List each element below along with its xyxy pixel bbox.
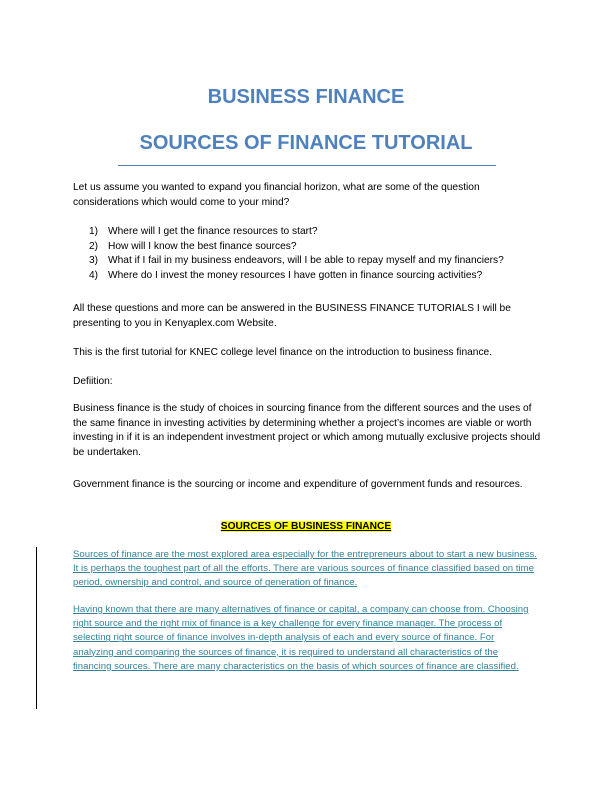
definition-label xyxy=(73,375,543,390)
document-subtitle: SOURCES OF FINANCE TUTORIAL xyxy=(139,132,473,154)
document-title: BUSINESS FINANCE xyxy=(207,86,405,108)
list-number: 4) xyxy=(89,269,99,281)
revision-bar xyxy=(36,547,37,709)
definition-label-text: Defiition: xyxy=(73,376,113,387)
intro-text: Let us assume you wanted to expand you financial horizon, what are some of the question considerations which would come to your mind? xyxy=(73,182,480,208)
sources-selection-paragraph[interactable] xyxy=(73,603,537,674)
title-divider xyxy=(118,165,496,166)
list-item-text: Where will I get the finance resources to start? xyxy=(108,226,318,237)
list-item xyxy=(89,269,559,284)
list-item xyxy=(89,254,559,269)
hyperlink-text[interactable]: Sources of finance are the most explored area especially for the entrepreneurs about to start a new business. It is perhaps the toughest part of all the efforts. There are various sources of finance classified based on time period, ownership and control, and source of generation of finance. xyxy=(73,549,537,589)
section-heading-text: SOURCES OF BUSINESS FINANCE xyxy=(220,521,392,532)
list-item xyxy=(89,225,559,240)
questions-list xyxy=(89,225,559,283)
business-finance-definition xyxy=(73,402,543,460)
hyperlink-text[interactable]: Having known that there are many alternatives of finance or capital, a company can choose from. Choosing right source and the right mix of finance is a key challenge for every finance manager. The process of selecting right source of finance involves in-depth analysis of each and every source of finance. For analyzing and comparing the sources of finance, it is required to understand all characteristics of the financing sources. There are many characteristics on the basis of which sources of finance are classified. xyxy=(73,604,529,672)
paragraph-text: Business finance is the study of choices in sourcing finance from the different sources and the uses of the same finance in investing activities by determining whether a project’s incomes are viable or worth investing in if it is an independent investment project or which among mutually exclusive projects should be undertaken. xyxy=(73,403,541,458)
tutorials-paragraph xyxy=(73,302,543,331)
paragraph-text: Government finance is the sourcing or income and expenditure of government funds and resources. xyxy=(73,479,523,490)
paragraph-text: All these questions and more can be answered in the BUSINESS FINANCE TUTORIALS I will be presenting to you in Kenyaplex.com Website. xyxy=(73,303,511,329)
section-heading xyxy=(0,521,612,532)
list-number: 2) xyxy=(89,240,99,252)
list-item-text: How will I know the best finance sources? xyxy=(108,240,297,252)
list-item xyxy=(89,240,559,255)
list-number: 3) xyxy=(89,255,99,267)
list-item-text: What if I fail in my business endeavors, will I be able to repay myself and my financiers? xyxy=(108,255,504,267)
sources-intro-paragraph[interactable] xyxy=(73,548,537,591)
intro-paragraph xyxy=(73,181,543,210)
list-number: 1) xyxy=(89,226,99,237)
first-tutorial-paragraph xyxy=(73,346,543,361)
list-item-text: Where do I invest the money resources I have gotten in finance sourcing activities? xyxy=(108,269,483,281)
government-finance-paragraph xyxy=(73,478,543,493)
paragraph-text: This is the first tutorial for KNEC college level finance on the introduction to business finance. xyxy=(73,347,493,358)
